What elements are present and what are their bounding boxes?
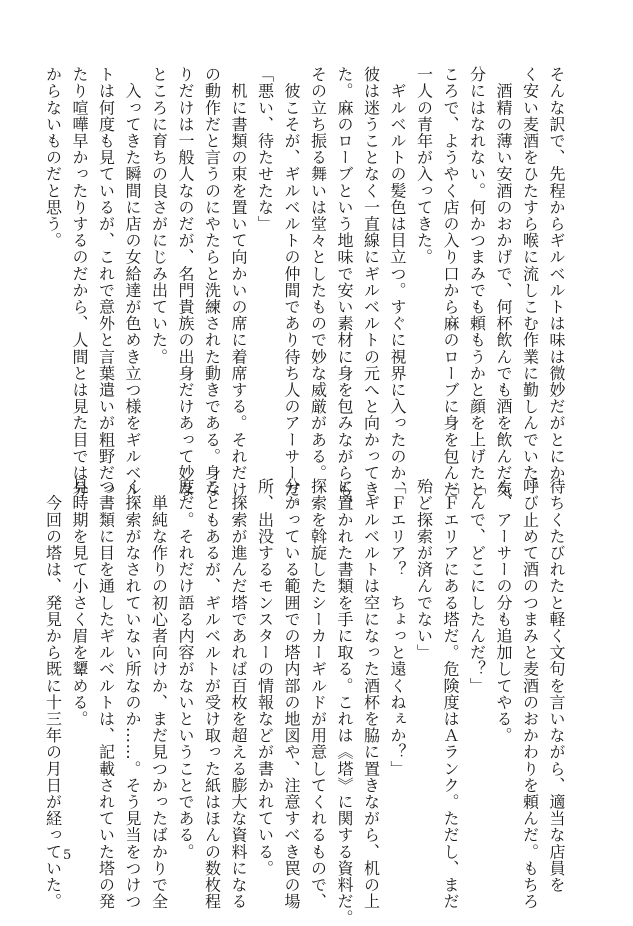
text-column: 度だ。それだけ語る内容がないということである。 [176, 478, 195, 860]
text-column: ギルベルトは空になった酒杯を脇に置きながら、机の上 [361, 478, 381, 910]
text-column: 待ちくたびれたと軽く文句を言いながら、適当な店員を [547, 478, 566, 893]
text-column: トは何度も見ているが、これで意外と言葉遣いが粗野だっ [96, 66, 116, 498]
text-column: ところに育ちの良さがにじみ出ていた。 [149, 66, 169, 365]
text-column: 机に書類の束を置いて向かいの席に着席する。それだけ [229, 66, 248, 498]
dialogue-column: 「Ｆエリアにある塔だ。危険度はＡランク。ただし、まだ [441, 478, 460, 910]
text-column: こともあるが、ギルベルトが受け取った紙はほんの数枚程 [202, 478, 222, 910]
text-column: た。麻のローブという地味で安い素材に身を包みながらも、 [335, 66, 354, 515]
text-column: りだけは一般人なのだが、名門貴族の出身だけあって妙な [176, 66, 195, 498]
text-column: つ書類に目を通したギルベルトは、記載されていた塔の発 [96, 478, 116, 910]
text-column: く探索がなされていない所なのか……。そう見当をつけつ [123, 478, 142, 910]
dialogue-column: 「んで、どこにしたんだ？」 [467, 478, 487, 694]
dialogue-column: 殆ど探索が済んでない」 [414, 478, 434, 661]
text-column: たり喧嘩早かったりするのだから、人間とは見た目では分 [70, 66, 89, 498]
text-column: 呼び止めて酒のつまみと麦酒のおかわりを頼んだ。もちろ [520, 478, 540, 910]
text-column: 一人の青年が入ってきた。 [414, 66, 434, 266]
text-column: に置かれた書類を手に取る。これは《塔》に関する資料だ。 [335, 478, 354, 926]
dialogue-column: 「悪い、待たせたな」 [255, 66, 275, 232]
text-column: 単純な作りの初心者向けか、まだ見つかったばかりで全 [149, 478, 169, 910]
text-column: 入ってきた瞬間に店の女給達が色めき立つ様をギルベル [123, 66, 142, 498]
text-column: ギルベルトの髪色は目立つ。すぐに視界に入ったのか、 [388, 66, 407, 498]
text-column: からないものだと思う。 [43, 66, 63, 249]
text-column: 酒精の薄い安酒のおかげで、何杯飲んでも酒を飲んだ気 [494, 66, 513, 498]
text-column: の動作だと言うのにやたらと洗練された動きである。身な [202, 66, 222, 498]
dialogue-column: 「Ｆエリア？ ちょっと遠くねぇか？」 [388, 478, 407, 777]
text-column: 彼は迷うことなく一直線にギルベルトの元へと向かってき [361, 66, 381, 498]
text-column: 分かっている範囲での塔内部の地図や、注意すべき罠の場 [282, 478, 301, 910]
text-column: 分にはなれない。何かつまみでも頼もうかと顔を上げたと [467, 66, 487, 498]
lower-text-block [39, 478, 569, 926]
text-column: ん、アーサーの分も追加してやる。 [494, 478, 513, 744]
text-column: く安い麦酒をひたすら喉に流しこむ作業に勤しんでいた。 [520, 66, 540, 498]
text-column: 見時期を見て小さく眉を顰める。 [70, 478, 89, 727]
text-column: 探索を斡旋したシーカーギルドが用意してくれるもので、 [308, 478, 328, 910]
text-column: 所、出没するモンスターの情報などが書かれている。 [255, 478, 275, 877]
page-number: 5 [63, 848, 72, 863]
text-column: その立ち振る舞いは堂々としたもので妙な威厳がある。 [308, 66, 328, 481]
text-column: ころで、ようやく店の入り口から麻のローブに身を包んだ [441, 66, 460, 498]
text-column: そんな訳で、先程からギルベルトは味は微妙だがとにか [547, 66, 566, 481]
text-column: 探索が進んだ塔であれば百枚を超える膨大な資料になる [229, 478, 248, 910]
upper-text-block [39, 66, 569, 515]
text-column: 彼こそが、ギルベルトの仲間であり待ち人のアーサーだ。 [282, 66, 301, 515]
text-column: 今回の塔は、発見から既に十三年の月日が経っていた。 [43, 478, 63, 910]
